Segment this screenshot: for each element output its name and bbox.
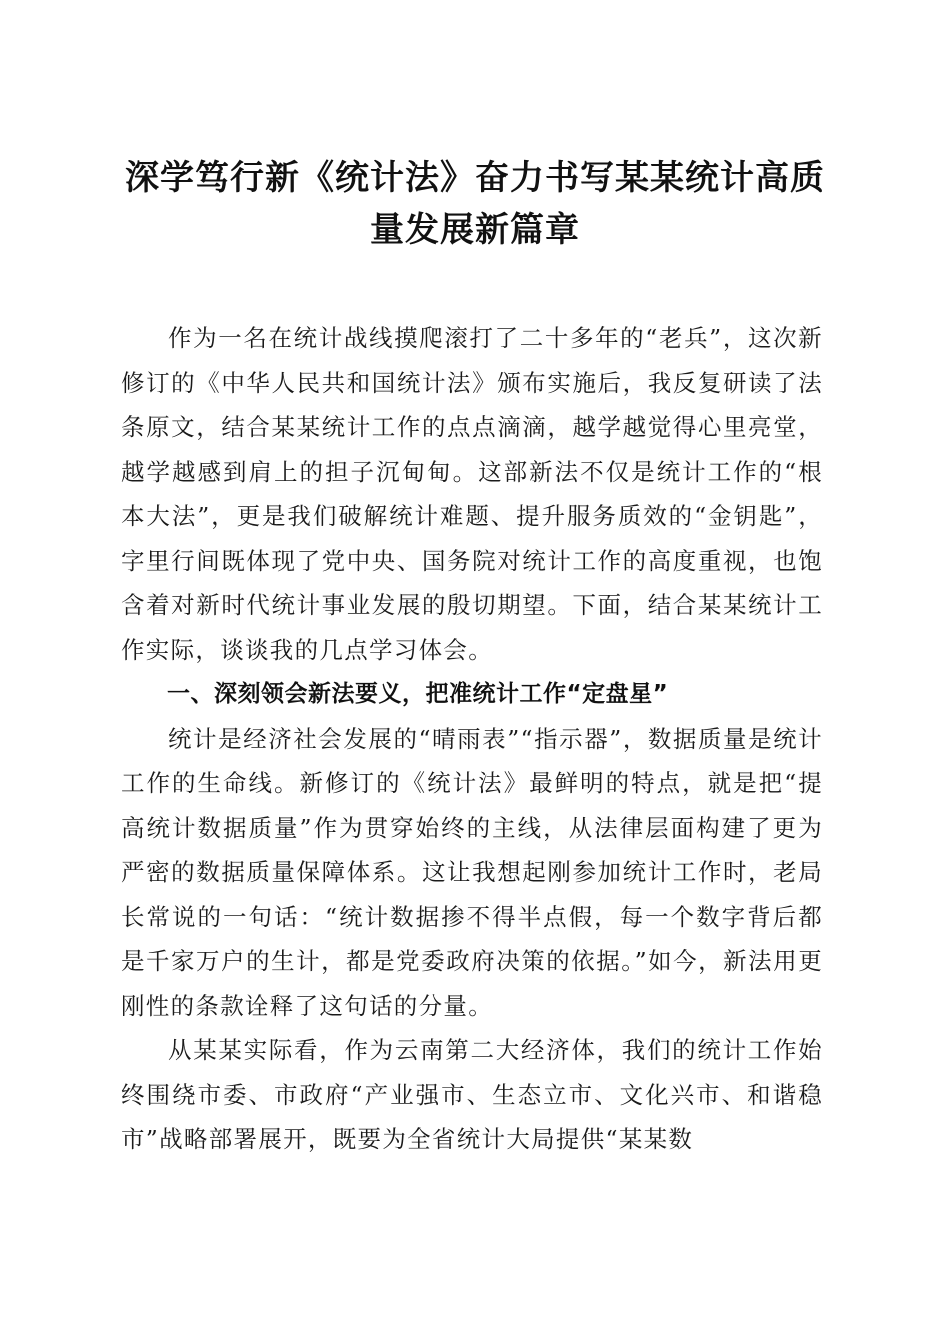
section-paragraph-1: 统计是经济社会发展的“晴雨表”“指示器”，数据质量是统计工作的生命线。新修订的《统计法》最鲜明的特点，就是把“提高统计数据质量”作为贯穿始终的主线，从法律层面构建了更为严密的数据质量保障体系。这让我想起刚参加统计工作时，老局长常说的一句话：“统计数据掺不得半点假，每一个数字背后都是千家万户的生计，都是党委政府决策的依据。”如今，新法用更刚性的条款诠释了这句话的分量。 (121, 724, 823, 1020)
section-heading: 一、深刻领会新法要义，把准统计工作“定盘星” (167, 681, 669, 707)
document-title (100, 152, 850, 256)
title-line-1: 深学笃行新《统计法》奋力书写某某统计高质 (125, 158, 825, 198)
intro-paragraph: 作为一名在统计战线摸爬滚打了二十多年的“老兵”，这次新修订的《中华人民共和国统计法》颁布实施后，我反复研读了法条原文，结合某某统计工作的点点滴滴，越学越觉得心里亮堂，越学越感到肩上的担子沉甸甸。这部新法不仅是统计工作的“根本大法”，更是我们破解统计难题、提升服务质效的“金钥匙”，字里行间既体现了党中央、国务院对统计工作的高度重视，也饱含着对新时代统计事业发展的殷切期望。下面，结合某某统计工作实际，谈谈我的几点学习体会。 (121, 324, 823, 664)
title-line-2: 量发展新篇章 (370, 210, 580, 250)
document-body (121, 316, 823, 1162)
section-paragraph-2: 从某某实际看，作为云南第二大经济体，我们的统计工作始终围绕市委、市政府“产业强市、生态立市、文化兴市、和谐稳市”战略部署展开，既要为全省统计大局提供“某某数 (121, 1036, 823, 1153)
